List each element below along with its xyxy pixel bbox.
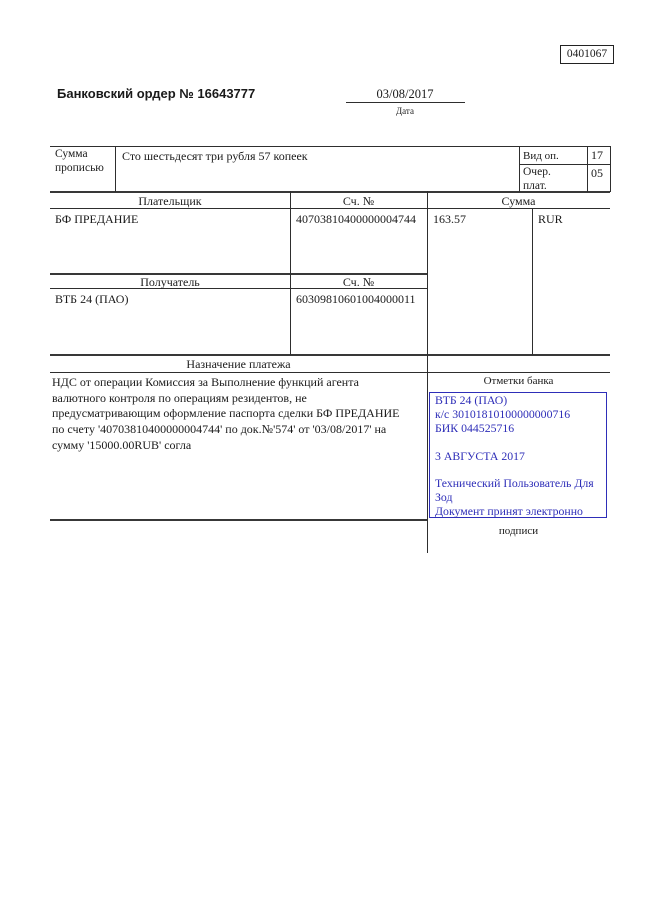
amount-value: 163.57 [433, 212, 466, 226]
signatures-label: подписи [498, 525, 539, 537]
text-line: Зод [435, 490, 453, 505]
payer-header: Плательщик [138, 194, 202, 208]
form-code: 0401067 [566, 48, 608, 60]
form-code-box [560, 45, 614, 64]
payer-name: БФ ПРЕДАНИЕ [55, 212, 139, 226]
payer-account-header: Сч. № [342, 194, 375, 208]
text-line [435, 464, 601, 478]
text-line: предусматривающим оформление паспорта сделки БФ ПРЕДАНИЕ [52, 406, 400, 421]
text-line [435, 436, 601, 450]
op-priority-value: 05 [591, 166, 603, 180]
purpose-text [52, 375, 430, 454]
divider-amount-currency [532, 208, 533, 355]
text-line: по счету '40703810400000004744' по док.№'574' от '03/08/2017' на [52, 422, 387, 437]
line-purpose-bottom [50, 519, 427, 521]
recipient-account-header: Сч. № [342, 275, 375, 289]
date-value: 03/08/2017 [376, 87, 434, 101]
op-priority-label: Очер. плат. [523, 166, 551, 192]
line-above-purpose [50, 354, 610, 356]
text-line: БИК 044525716 [435, 420, 515, 435]
recipient-header: Получатель [140, 275, 200, 289]
date-underline [346, 102, 465, 103]
divider-op-label-value [587, 146, 588, 192]
table-line-top [50, 146, 610, 147]
divider-op-box-right [610, 146, 611, 192]
amount-header: Сумма [501, 194, 536, 208]
text-line: Документ принят электронно [435, 504, 583, 519]
op-type-value: 17 [591, 148, 603, 162]
text-line: сумму '15000.00RUB' согла [52, 437, 192, 452]
payer-account: 40703810400000004744 [296, 212, 416, 226]
line-below-purpose-header [50, 372, 610, 373]
divider-op-box-left [519, 146, 520, 192]
text-line: к/с 30101810100000000716 [435, 406, 571, 421]
text-line: ВТБ 24 (ПАО) [435, 393, 508, 407]
divider-account-amount [427, 191, 428, 553]
text-line: 3 АВГУСТА 2017 [435, 448, 525, 463]
text-line: валютного контроля по операциям резидентов, не [52, 390, 307, 405]
bank-marks-header: Отметки банка [483, 375, 554, 387]
amount-words-value: Сто шестьдесят три рубля 57 копеек [122, 149, 308, 163]
document-title: Банковский ордер № 16643777 [57, 86, 256, 101]
date-label: Дата [396, 106, 414, 116]
line-below-op-type [519, 164, 610, 165]
amount-currency: RUR [538, 212, 563, 226]
recipient-name: ВТБ 24 (ПАО) [55, 292, 129, 306]
bank-stamp [429, 392, 607, 518]
amount-words-label: Сумма прописью [55, 148, 104, 174]
recipient-account: 60309810601004000011 [296, 292, 416, 306]
purpose-header: Назначение платежа [186, 357, 291, 371]
text-line: Технический Пользователь Для [435, 476, 594, 491]
op-type-label: Вид оп. [523, 150, 559, 162]
divider-amount-words [115, 146, 116, 192]
text-line: НДС от операции Комиссия за Выполнение функций агента [52, 375, 359, 389]
divider-payer-account [290, 191, 291, 355]
line-below-payer-header [50, 208, 610, 209]
